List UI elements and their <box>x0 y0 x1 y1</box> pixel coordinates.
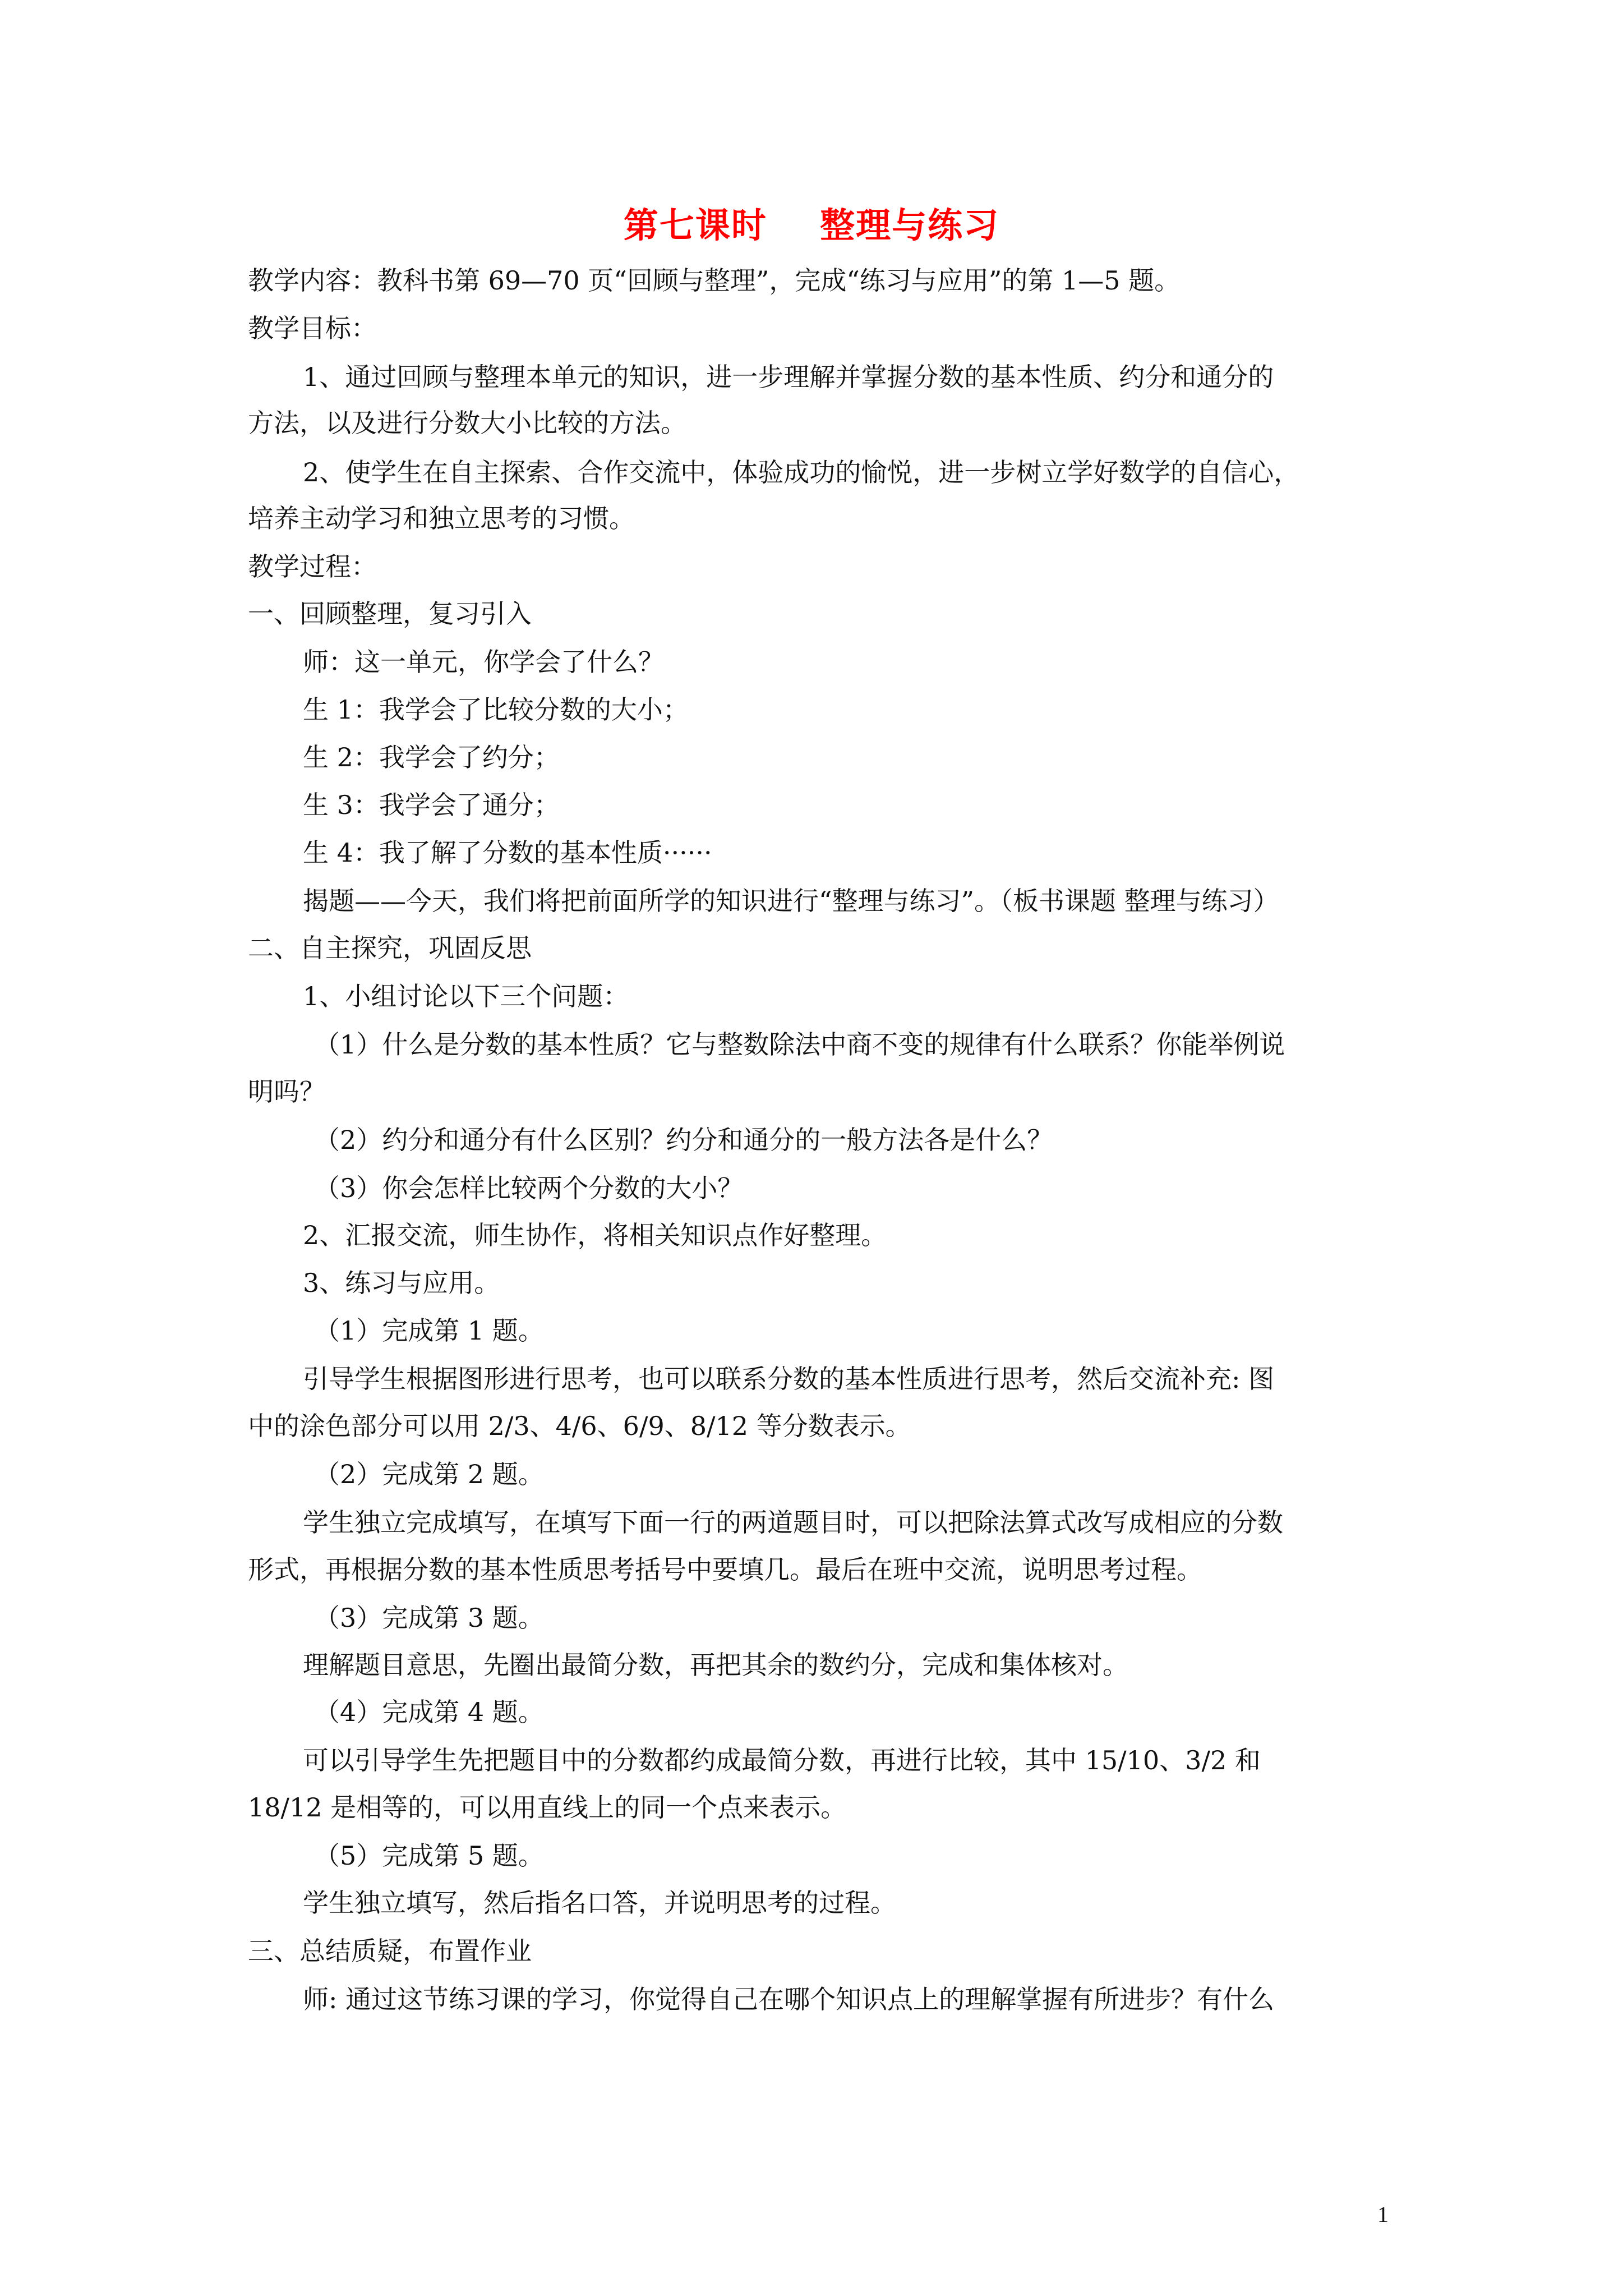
goal-1-line-1: 1、通过回顾与整理本单元的知识，进一步理解并掌握分数的基本性质、约分和通分的 <box>303 362 1274 392</box>
paragraph-line: 引导学生根据图形进行思考，也可以联系分数的基本性质进行思考，然后交流补充: 图 <box>303 1364 1275 1394</box>
question-line: （2）约分和通分有什么区别？约分和通分的一般方法各是什么？ <box>314 1125 1053 1155</box>
question-line: 明吗？ <box>248 1076 325 1107</box>
exercise-heading: （4）完成第 4 题。 <box>314 1697 544 1727</box>
paragraph-line: 可以引导学生先把题目中的分数都约成最简分数，再进行比较，其中 15/10、3/2 和 <box>303 1745 1261 1775</box>
teaching-goals-heading: 教学目标： <box>248 313 377 343</box>
question-line: （3）你会怎样比较两个分数的大小？ <box>314 1173 744 1203</box>
paragraph-line: 3、练习与应用。 <box>303 1268 500 1298</box>
teaching-process-heading: 教学过程： <box>248 551 377 582</box>
goal-1-line-2: 方法，以及进行分数大小比较的方法。 <box>248 408 686 438</box>
paragraph-line: 学生独立完成填写，在填写下面一行的两道题目时，可以把除法算式改写成相应的分数 <box>303 1507 1283 1538</box>
question-line: （1）什么是分数的基本性质？它与整数除法中商不变的规律有什么联系？你能举例说 <box>314 1029 1285 1060</box>
exercise-heading: （1）完成第 1 题。 <box>314 1315 544 1346</box>
goal-2-line-2: 培养主动学习和独立思考的习惯。 <box>248 503 635 533</box>
paragraph-line: 理解题目意思，先圈出最简分数，再把其余的数约分，完成和集体核对。 <box>303 1650 1128 1680</box>
teaching-content-line: 教学内容：教科书第 69—70 页“回顾与整理”，完成“练习与应用”的第 1—5 题。 <box>248 265 1181 296</box>
paragraph-line: 中的涂色部分可以用 2/3、4/6、6/9、8/12 等分数表示。 <box>248 1411 911 1441</box>
goal-2-line-1: 2、使学生在自主探索、合作交流中，体验成功的愉悦，进一步树立学好数学的自信心， <box>303 457 1300 487</box>
paragraph-line: 1、小组讨论以下三个问题： <box>303 981 629 1011</box>
dialogue-line: 生 4：我了解了分数的基本性质······ <box>303 838 712 868</box>
exercise-heading: （5）完成第 5 题。 <box>314 1841 544 1871</box>
page-title: 第七课时 整理与练习 <box>623 205 1000 246</box>
topic-intro-line: 揭题——今天，我们将把前面所学的知识进行“整理与练习”。（板书课题 整理与练习） <box>303 886 1279 916</box>
dialogue-line: 生 1：我学会了比较分数的大小； <box>303 694 689 725</box>
section-1-heading: 一、回顾整理，复习引入 <box>248 599 532 629</box>
paragraph-line: 2、汇报交流，师生协作，将相关知识点作好整理。 <box>303 1220 887 1250</box>
page-number: 1 <box>1377 2202 1389 2227</box>
dialogue-line: 生 3：我学会了通分； <box>303 790 560 820</box>
paragraph-line: 形式，再根据分数的基本性质思考括号中要填几。最后在班中交流，说明思考过程。 <box>248 1554 1202 1585</box>
section-3-heading: 三、总结质疑，布置作业 <box>248 1936 532 1966</box>
dialogue-line: 师：这一单元，你学会了什么？ <box>303 647 664 677</box>
exercise-heading: （3）完成第 3 题。 <box>314 1603 544 1633</box>
exercise-heading: （2）完成第 2 题。 <box>314 1459 544 1489</box>
paragraph-line: 师: 通过这节练习课的学习，你觉得自己在哪个知识点上的理解掌握有所进步？有什么 <box>303 1984 1275 2014</box>
dialogue-line: 生 2：我学会了约分； <box>303 742 560 772</box>
paragraph-line: 18/12 是相等的，可以用直线上的同一个点来表示。 <box>248 1792 847 1823</box>
section-2-heading: 二、自主探究，巩固反思 <box>248 933 532 963</box>
paragraph-line: 学生独立填写，然后指名口答，并说明思考的过程。 <box>303 1888 896 1918</box>
